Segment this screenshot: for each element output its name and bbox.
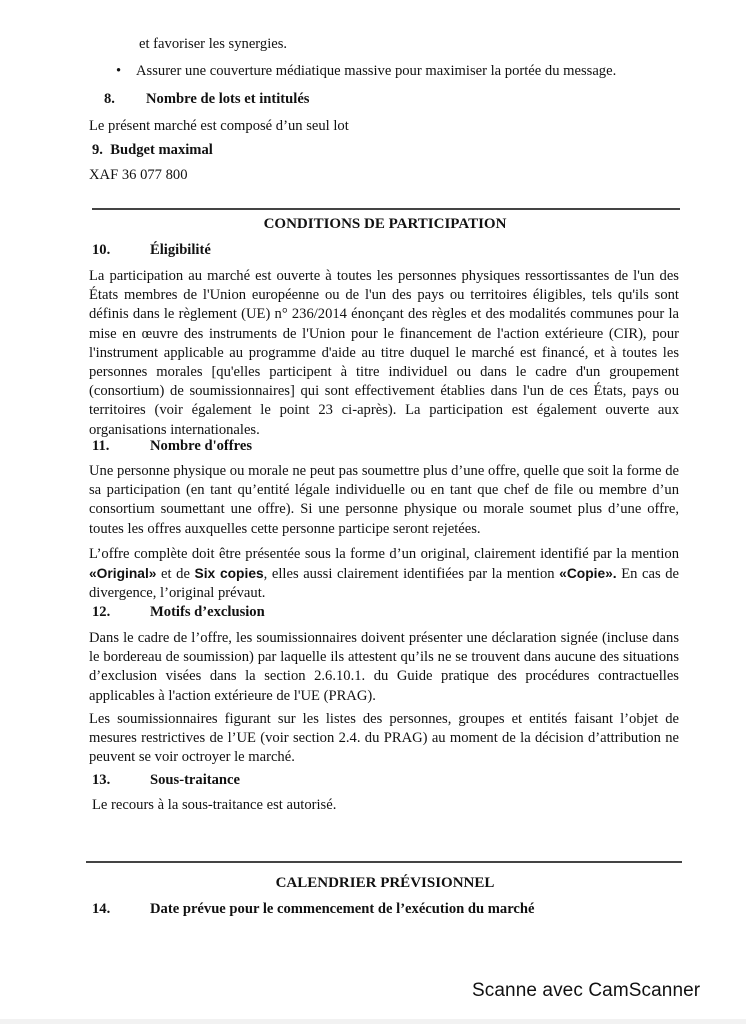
text-run: et de xyxy=(156,566,195,583)
section-8-body: Le présent marché est composé d’un seul lot xyxy=(89,118,349,134)
section-number: 10. xyxy=(92,242,111,258)
section-title: Budget maximal xyxy=(110,142,213,158)
bullet-item xyxy=(116,63,616,80)
section-title: Date prévue pour le commencement de l’exécution du marché xyxy=(150,901,535,917)
section-9-heading xyxy=(92,142,213,159)
section-number: 14. xyxy=(92,901,111,917)
section-number: 9. xyxy=(92,142,103,158)
six-copies-label: Six copies xyxy=(194,566,264,582)
divider xyxy=(92,208,680,210)
section-title: Éligibilité xyxy=(150,242,211,258)
section-8-heading xyxy=(104,91,310,108)
divider xyxy=(86,861,682,863)
intro-continuation: et favoriser les synergies. xyxy=(139,36,288,52)
copie-label: «Copie». xyxy=(559,566,617,582)
section-11-body-1: Une personne physique ou morale ne peut pas soumettre plus d’une offre, quelle que soit la forme de sa participation (en tant qu’entité légale individuelle ou en tant que chef de file ou membre d’un consortium soumettant une offre). Si une personne physique ou morale soumet plus d’une offre, toutes les offres auxquelles cette personne participe seront rejetées. xyxy=(89,463,679,537)
section-14-heading xyxy=(92,901,535,918)
heading-conditions-participation: CONDITIONS DE PARTICIPATION xyxy=(263,216,507,232)
section-12-body-2: Les soumissionnaires figurant sur les listes des personnes, groupes et entités faisant l’objet de mesures restrictives de l’UE (voir section 2.4. du PRAG) au moment de la décision d’attribution ne peuvent se voir octroyer le marché. xyxy=(89,711,679,766)
section-number: 11. xyxy=(92,438,110,454)
section-11-body-2 xyxy=(89,545,679,604)
bottom-bar xyxy=(0,1019,746,1024)
original-label: «Original» xyxy=(89,566,157,582)
section-12-heading xyxy=(92,604,265,621)
section-number: 13. xyxy=(92,772,111,788)
section-title: Sous-traitance xyxy=(150,772,240,788)
section-title: Nombre de lots et intitulés xyxy=(146,91,310,107)
section-13-heading xyxy=(92,772,240,789)
camscanner-watermark: Scanne avec CamScanner xyxy=(472,980,701,1001)
bullet-dot-icon: • xyxy=(116,63,122,79)
section-10-body: La participation au marché est ouverte à toutes les personnes physiques ressortissantes de l'un des États membres de l'Union européenne ou de l'un des pays ou territoires éligibles, tels qu'ils sont définis dans le règlement (UE) n° 236/2014 énonçant des règles et des modalités communes pour la mise en œuvre des instruments de l'Union pour le financement de l'action extérieure (CIR), pour l'instrument applicable au programme d'aide au titre duquel le marché est financé, et à toutes les personnes morales [qu'elles participent à titre individuel ou dans le cadre d'un groupement (consortium) de soumissionnaires] qui sont effectivement établies dans l'un de ces États, pays ou territoires (voir également le point 23 ci-après). La participation est également ouverte aux organisations internationales. xyxy=(89,268,679,438)
bullet-text: Assurer une couverture médiatique massive pour maximiser la portée du message. xyxy=(136,63,617,79)
section-11-heading xyxy=(92,438,252,455)
section-title: Nombre d'offres xyxy=(150,438,253,454)
text-run: L’offre complète doit être présentée sous la forme d’un original, clairement identifié par la mention xyxy=(89,546,679,562)
text-run: En cas de divergence, l’original prévaut. xyxy=(89,566,679,602)
section-10-heading xyxy=(92,242,211,259)
heading-calendrier-previsionnel: CALENDRIER PRÉVISIONNEL xyxy=(275,875,495,891)
section-number: 8. xyxy=(104,91,115,107)
section-number: 12. xyxy=(92,604,111,620)
section-13-body: Le recours à la sous-traitance est autorisé. xyxy=(92,797,337,813)
text-run: , elles aussi clairement identifiées par la mention xyxy=(263,566,560,583)
section-9-body: XAF 36 077 800 xyxy=(89,167,188,183)
section-title: Motifs d’exclusion xyxy=(150,604,265,620)
section-12-body-1: Dans le cadre de l’offre, les soumissionnaires doivent présenter une déclaration signée (incluse dans le bordereau de soumission) par laquelle ils attestent qu’ils ne se trouvent dans aucune des situations d’exclusion visées dans la section 2.6.10.1. du Guide pratique des procédures contractuelles applicables à l'action extérieure de l'UE (PRAG). xyxy=(89,630,679,704)
